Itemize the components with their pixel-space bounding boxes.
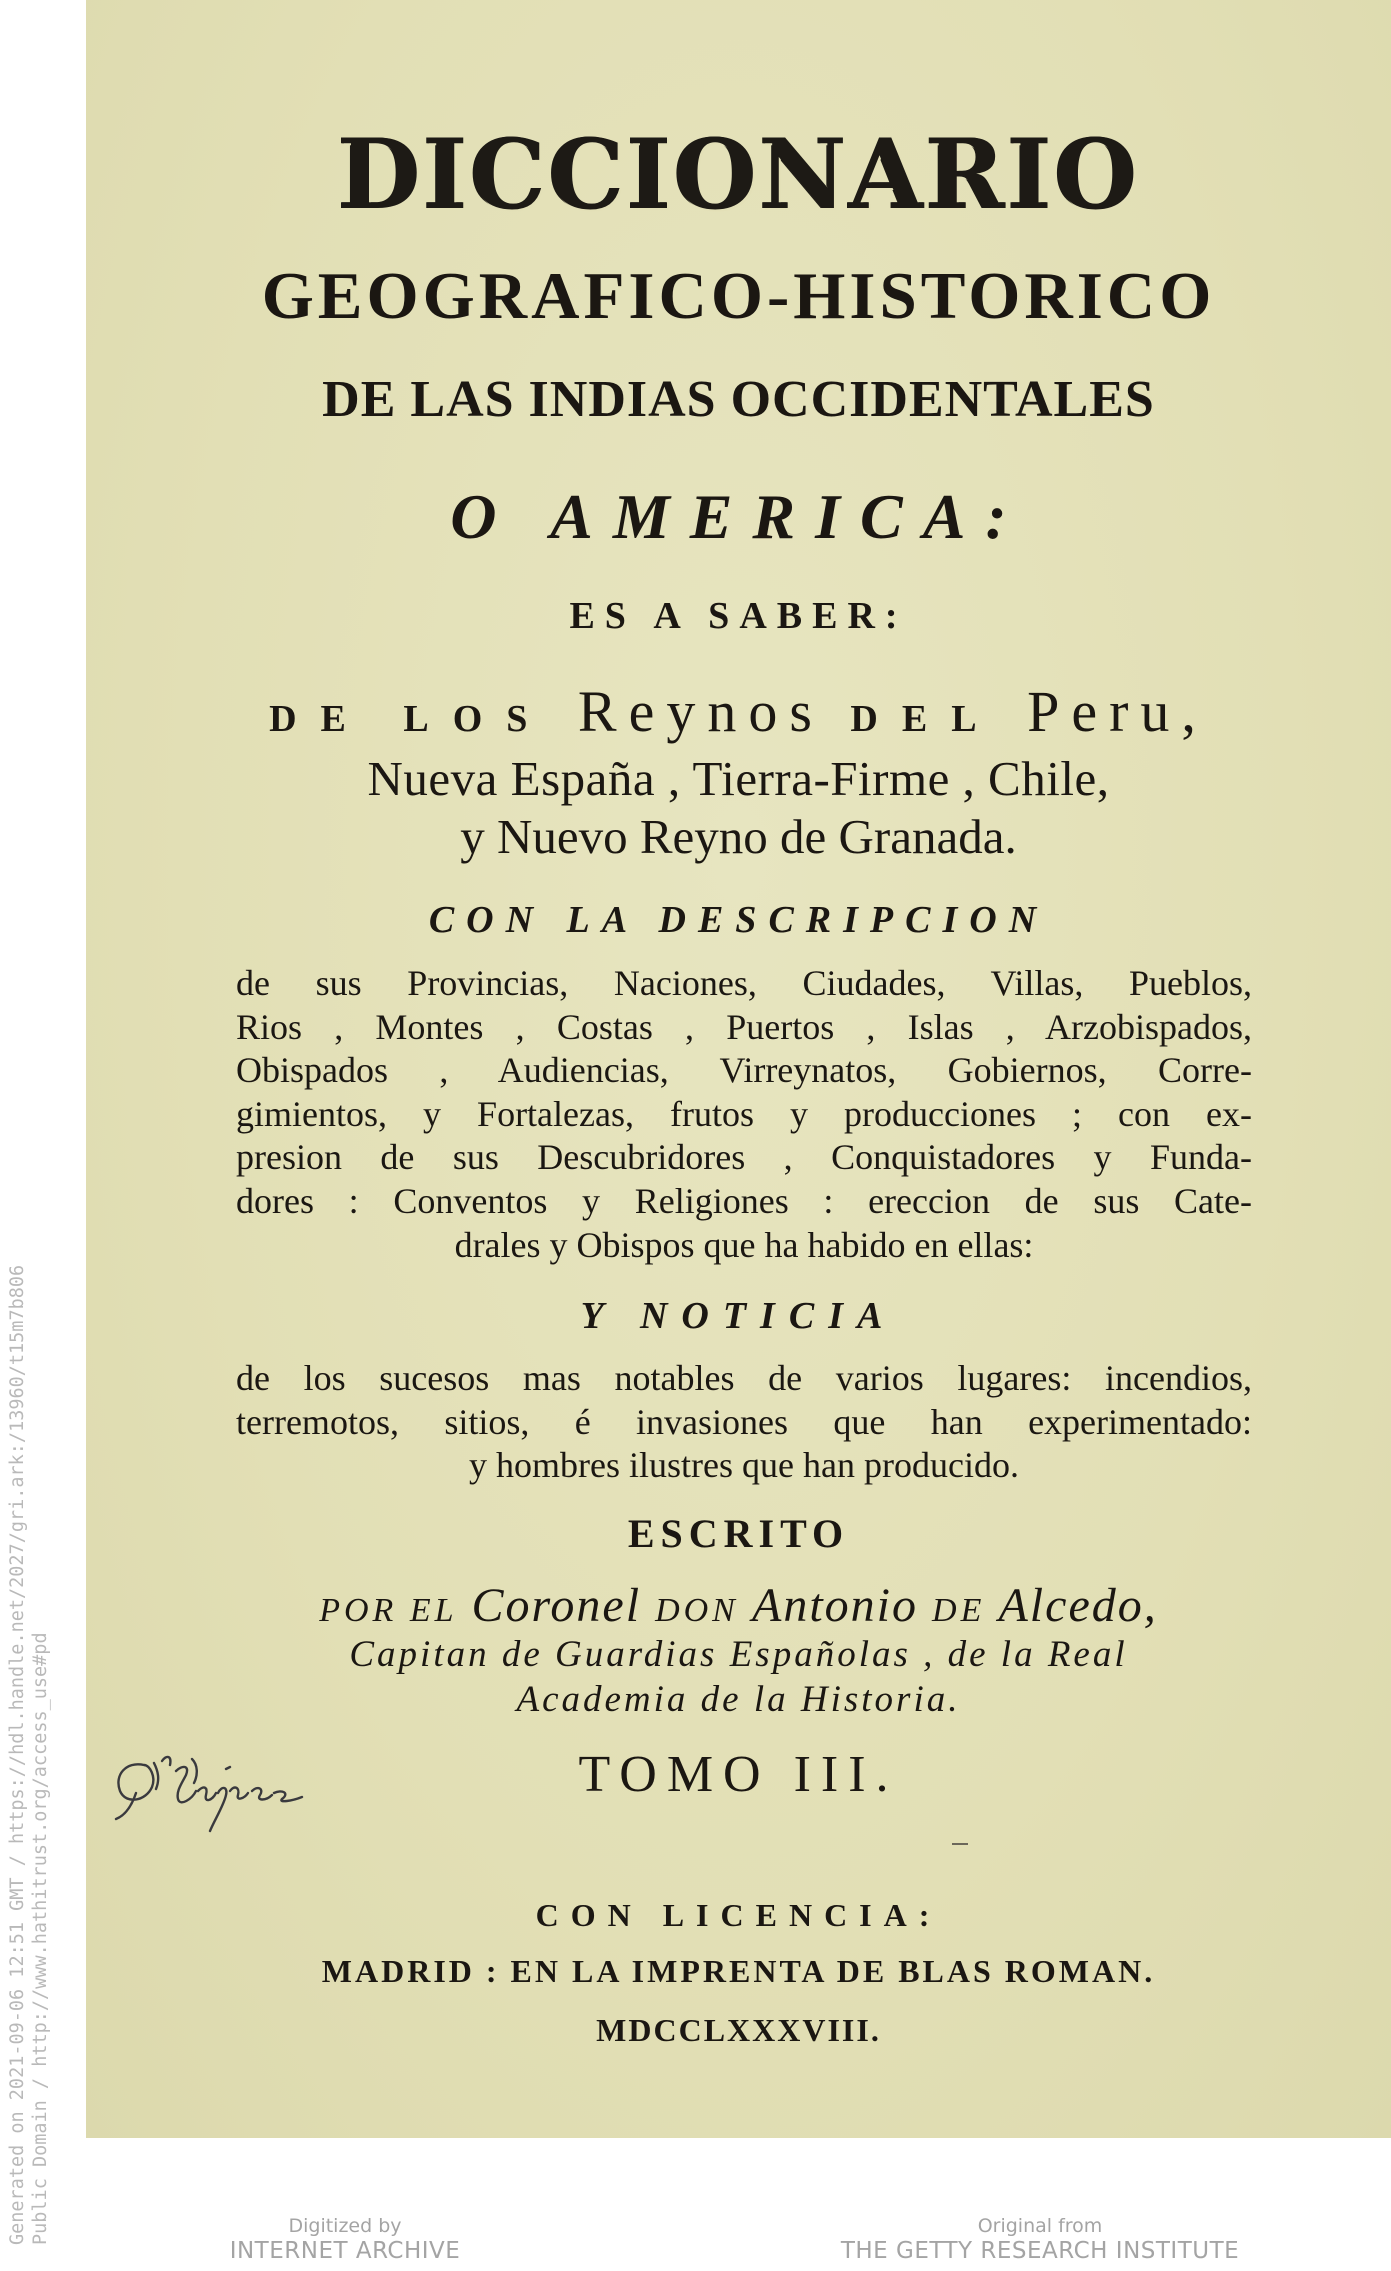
con-la-descripcion: CON LA DESCRIPCION bbox=[428, 899, 1049, 941]
noticia-line: terremotos, sitios, é invasiones que han experimentado: bbox=[236, 1401, 1252, 1442]
digitized-org: INTERNET ARCHIVE bbox=[229, 2238, 461, 2264]
scan-footer bbox=[0, 2138, 1391, 2271]
stamp-generated-line: Generated on 2021-09-06 12:51 GMT / https://hdl.handle.net/2027/gri.ark:/13960/t15m7b806 bbox=[7, 1264, 28, 2245]
description-line: Obispados , Audiencias, Virreynatos, Gobiernos, Corre- bbox=[236, 1050, 1252, 1091]
digitized-label: Digitized by bbox=[288, 2215, 402, 2237]
reynos-line-3: y Nuevo Reyno de Granada. bbox=[460, 809, 1017, 864]
publication-year: MDCCLXXXVIII. bbox=[596, 2012, 881, 2048]
original-org: THE GETTY RESEARCH INSTITUTE bbox=[840, 2238, 1240, 2264]
scanned-title-page bbox=[86, 0, 1391, 2138]
subtitle-indias: DE LAS INDIAS OCCIDENTALES bbox=[322, 371, 1155, 428]
digitized-by-credit bbox=[190, 2215, 500, 2265]
author-capitan: Capitan de Guardias Españolas , de la Real bbox=[349, 1634, 1128, 1675]
subtitle-geografico: GEOGRAFICO-HISTORICO bbox=[261, 259, 1216, 333]
noticia-paragraph bbox=[236, 1357, 1252, 1488]
author-line bbox=[86, 1578, 1391, 1633]
volume-number: TOMO III. bbox=[578, 1746, 899, 1803]
noticia-line: de los sucesos mas notables de varios lugares: incendios, bbox=[236, 1358, 1252, 1398]
subtitle-america: O AMERICA: bbox=[450, 481, 1027, 552]
original-from-credit bbox=[840, 2215, 1240, 2265]
stamp-rights-line: Public Domain / http://www.hathitrust.org/access_use#pd bbox=[30, 1632, 51, 2245]
description-line: de sus Provincias, Naciones, Ciudades, Villas, Pueblos, bbox=[236, 963, 1252, 1003]
reynos-del: DEL bbox=[850, 698, 1001, 740]
y-noticia: Y NOTICIA bbox=[580, 1295, 897, 1337]
description-line: Rios , Montes , Costas , Puertos , Islas , Arzobispados, bbox=[236, 1006, 1252, 1047]
noticia-line: y hombres ilustres que han producido. bbox=[469, 1445, 1019, 1486]
es-a-saber: ES A SABER: bbox=[569, 595, 908, 637]
description-line: presion de sus Descubridores , Conquistadores y Funda- bbox=[236, 1137, 1252, 1178]
handwritten-signature bbox=[106, 1735, 336, 1845]
book-title: DICCIONARIO bbox=[337, 118, 1140, 231]
access-stamp bbox=[0, 0, 80, 2271]
reynos-peru: Peru, bbox=[1027, 679, 1208, 744]
imprint-line: MADRID : EN LA IMPRENTA DE BLAS ROMAN. bbox=[321, 1953, 1156, 1989]
author-coronel: Coronel bbox=[471, 1579, 642, 1632]
reynos-line bbox=[86, 678, 1391, 745]
original-label: Original from bbox=[977, 2215, 1103, 2237]
author-alcedo: Alcedo, bbox=[998, 1579, 1158, 1632]
escrito-heading: ESCRITO bbox=[627, 1511, 850, 1556]
stray-mark bbox=[952, 1843, 968, 1845]
reynos-de-los: DE LOS bbox=[269, 698, 552, 740]
description-line: gimientos, y Fortalezas, frutos y producciones ; con ex- bbox=[236, 1093, 1252, 1134]
con-licencia: CON LICENCIA: bbox=[535, 1897, 942, 1933]
description-line: drales y Obispos que ha habido en ellas: bbox=[454, 1224, 1034, 1265]
description-paragraph bbox=[236, 962, 1252, 1267]
author-por-el: POR EL bbox=[319, 1592, 458, 1629]
author-de: DE bbox=[932, 1592, 986, 1629]
reynos-line-2: Nueva España , Tierra-Firme , Chile, bbox=[367, 751, 1110, 806]
author-don: DON bbox=[655, 1592, 739, 1629]
description-line: dores : Conventos y Religiones : ereccion de sus Cate- bbox=[236, 1180, 1252, 1221]
author-antonio: Antonio bbox=[752, 1579, 919, 1632]
author-academia: Academia de la Historia. bbox=[516, 1679, 961, 1720]
reynos-word: Reynos bbox=[577, 679, 824, 744]
